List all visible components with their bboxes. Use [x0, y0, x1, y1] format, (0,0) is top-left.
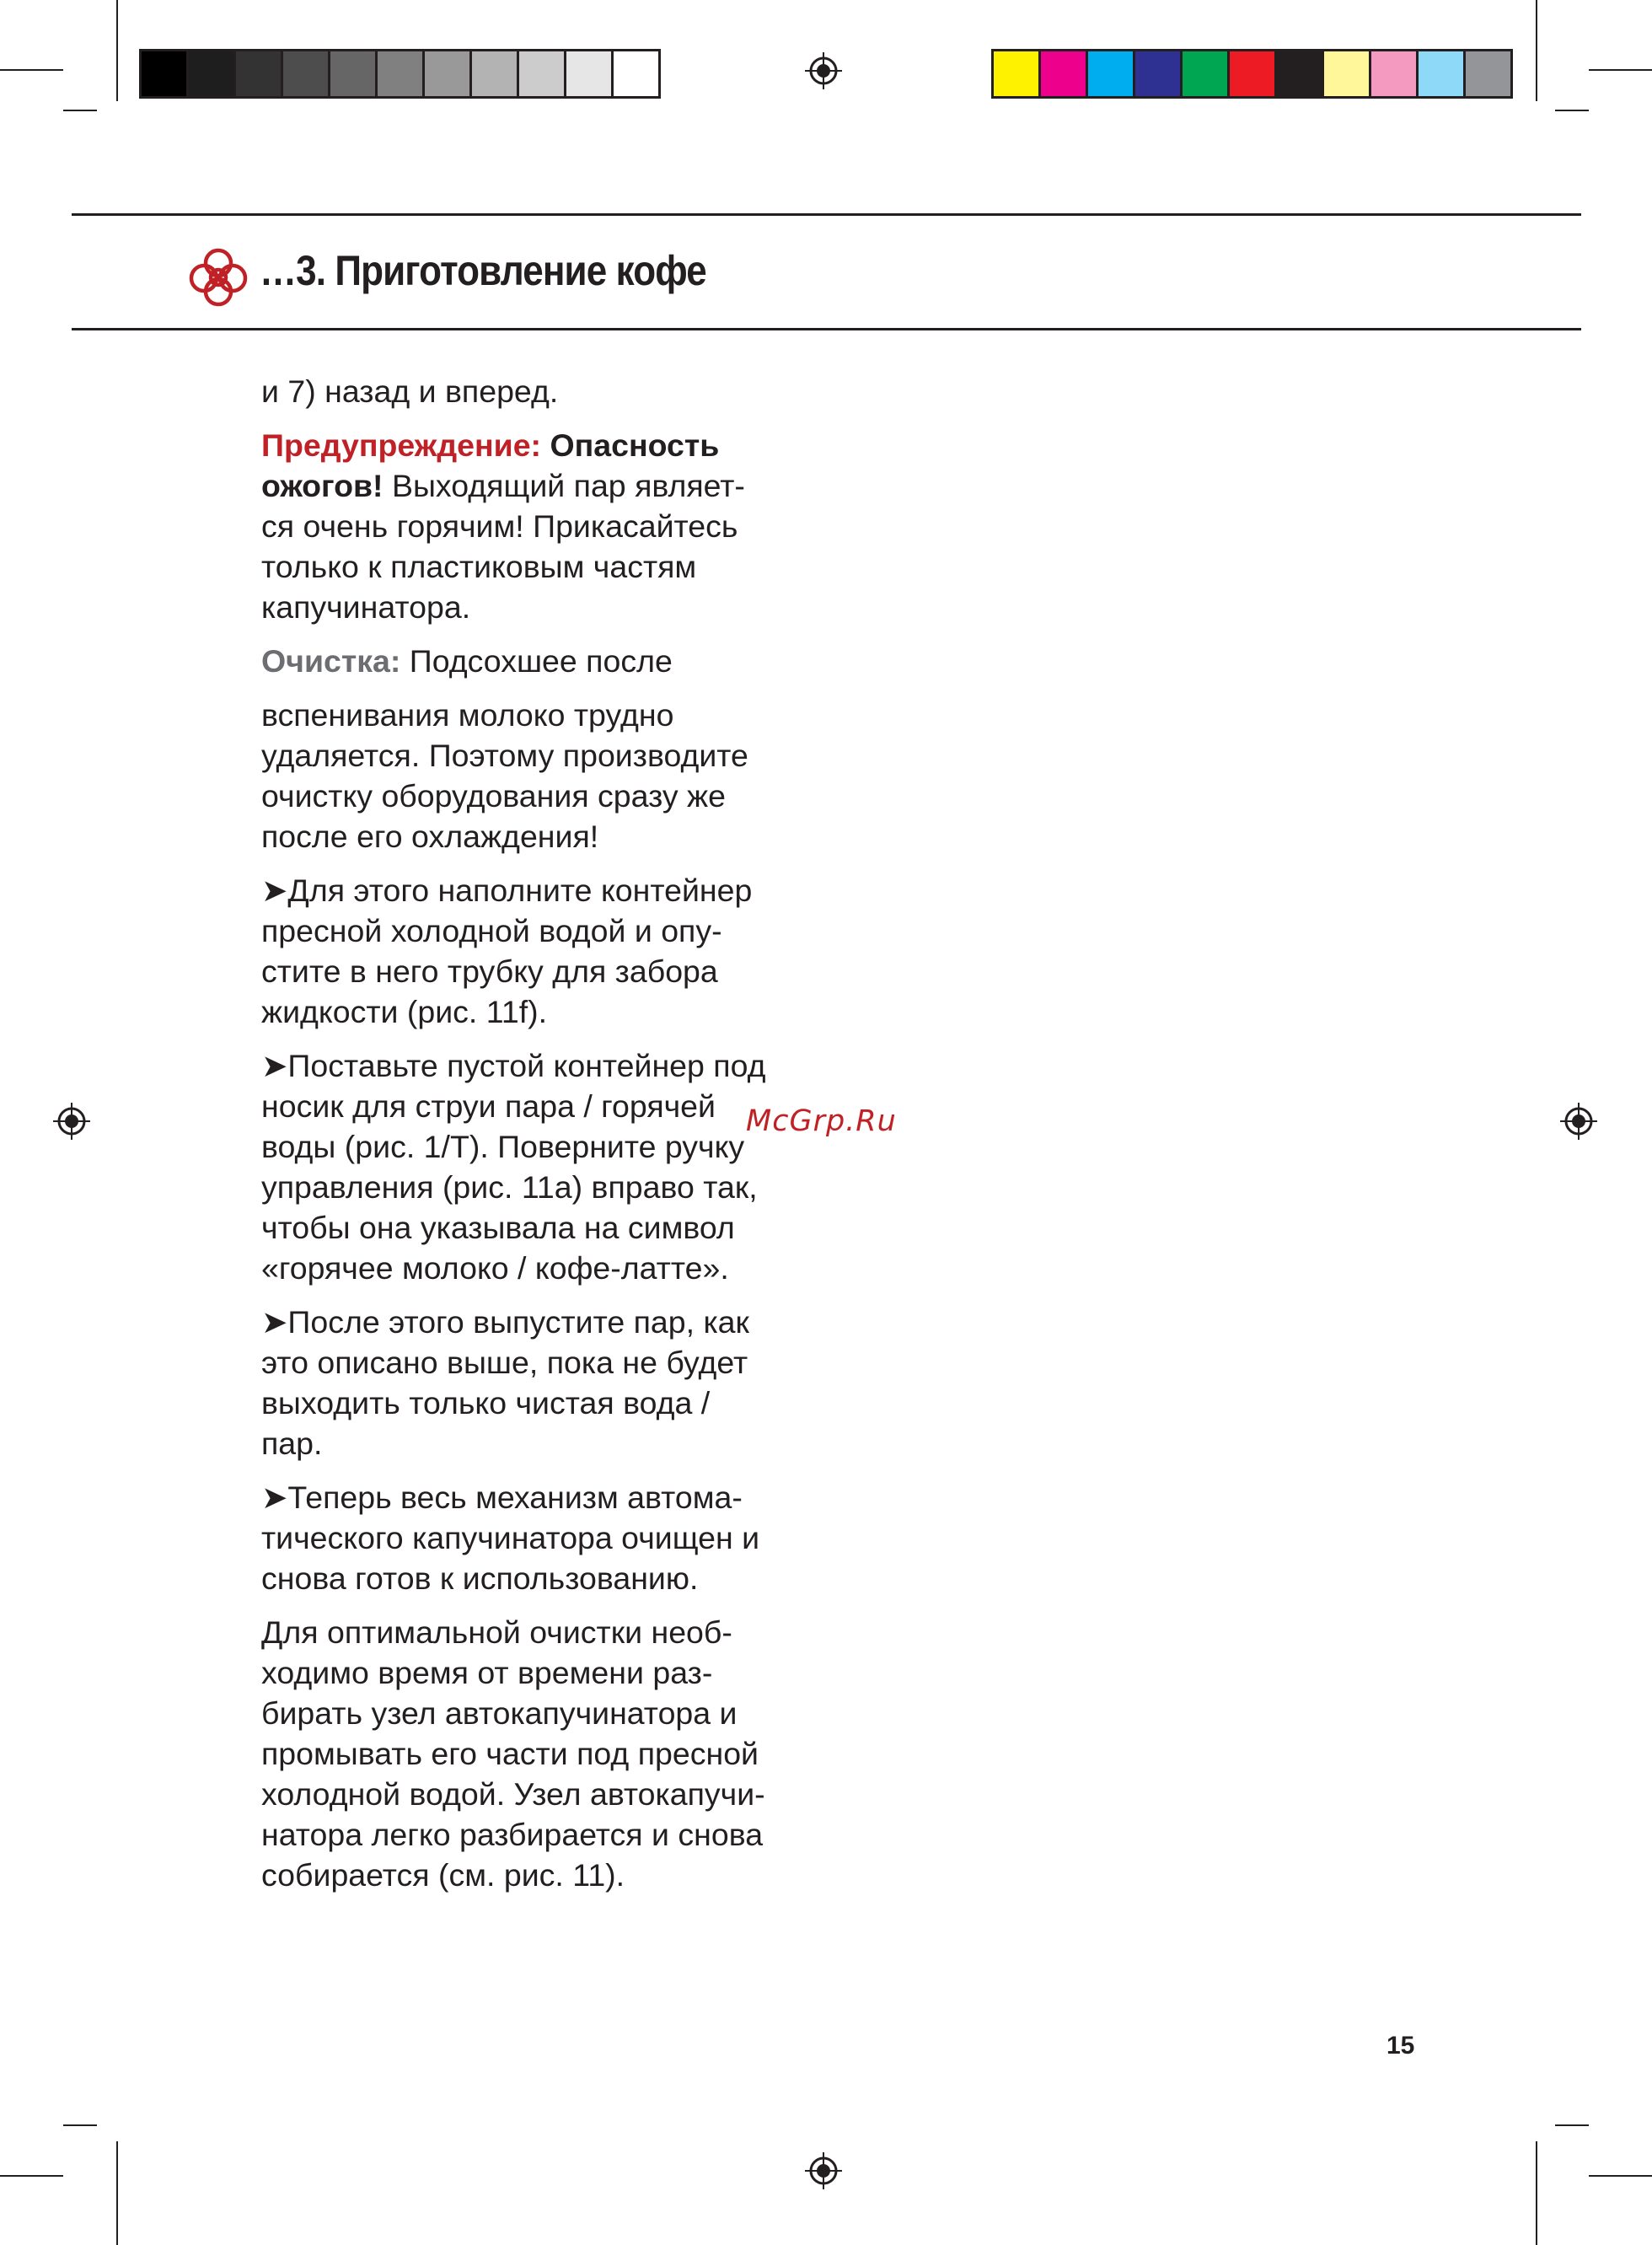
text-line: это описано выше, пока не будет [261, 1345, 748, 1380]
text-line: снова готов к использованию. [261, 1560, 699, 1596]
color-swatch [1419, 51, 1466, 96]
warning-paragraph [261, 425, 834, 627]
gray-swatch [519, 51, 566, 96]
text-line: промывать его части под пресной [261, 1736, 759, 1771]
gray-swatch [614, 51, 658, 96]
gray-swatch [566, 51, 614, 96]
text-line: удаляется. Поэтому производите [261, 738, 748, 773]
registration-mark-icon [805, 2152, 842, 2189]
gray-swatch [283, 51, 330, 96]
crop-mark [63, 2124, 97, 2126]
arrow-bullet-icon: ➤ [261, 873, 288, 908]
text-line: ся очень горячим! Прикасайтесь [261, 508, 738, 544]
step-4 [261, 1477, 834, 1598]
text-line: пар. [261, 1426, 323, 1461]
text-line: только к пластиковым частям [261, 549, 697, 584]
crop-mark [1589, 69, 1652, 71]
crop-mark [116, 0, 118, 101]
arrow-bullet-icon: ➤ [261, 1048, 288, 1083]
color-swatch [1183, 51, 1230, 96]
warning-bold-2: ожогов! [261, 468, 384, 503]
cleaning-text: Подсохшее после [400, 643, 673, 679]
gray-swatch [236, 51, 283, 96]
text-line: чтобы она указывала на символ [261, 1210, 735, 1245]
text-line: натора легко разбирается и снова [261, 1817, 764, 1852]
crop-mark [1536, 2141, 1537, 2245]
registration-mark-icon [1560, 1103, 1597, 1140]
flower-rings-icon [185, 244, 251, 310]
grayscale-color-bar [139, 49, 661, 99]
step-1 [261, 870, 834, 1032]
crop-mark [1589, 2175, 1652, 2177]
gray-swatch [425, 51, 472, 96]
color-swatch [1088, 51, 1135, 96]
step-3 [261, 1302, 834, 1464]
gray-swatch [142, 51, 189, 96]
text-line: стите в него трубку для забора [261, 953, 718, 989]
text-line: бирать узел автокапучинатора и [261, 1695, 738, 1731]
text-line: управления (рис. 11a) вправо так, [261, 1169, 758, 1205]
arrow-bullet-icon: ➤ [261, 1480, 288, 1515]
crop-mark [1536, 0, 1537, 101]
watermark: McGrp.Ru [746, 1104, 897, 1138]
color-swatch [1324, 51, 1371, 96]
text-line: капучинатора. [261, 589, 471, 625]
text-line: Поставьте пустой контейнер под [287, 1048, 766, 1083]
page-number: 15 [1386, 2032, 1415, 2060]
color-swatch [1041, 51, 1088, 96]
text-line: носик для струи пара / горячей [261, 1088, 716, 1124]
gray-swatch [189, 51, 236, 96]
warning-label: Предупреждение: [261, 427, 542, 463]
color-swatch [1466, 51, 1510, 96]
text-line: пресной холодной водой и опу- [261, 913, 722, 948]
gray-swatch [472, 51, 519, 96]
gray-swatch [330, 51, 378, 96]
text-line: Теперь весь механизм автома- [287, 1480, 743, 1515]
arrow-bullet-icon: ➤ [261, 1304, 288, 1340]
text-line: жидкости (рис. 11f). [261, 994, 548, 1029]
text-line: очистку оборудования сразу же [261, 778, 726, 814]
warning-text: Выходящий пар являет- [383, 468, 745, 503]
warning-bold-1: Опасность [550, 427, 720, 463]
header-bottom-rule [72, 328, 1581, 330]
cleaning-heading-line [261, 641, 834, 681]
color-swatch [994, 51, 1041, 96]
color-swatch [1371, 51, 1419, 96]
text-line: Для этого наполните контейнер [287, 873, 753, 908]
text-line: тического капучинатора очищен и [261, 1520, 760, 1555]
cleaning-label: Очистка: [261, 643, 401, 679]
crop-mark [1555, 110, 1589, 111]
section-title: …3. Приготовление кофе [260, 247, 706, 294]
text-line: После этого выпустите пар, как [287, 1304, 749, 1340]
text-line: вспенивания молоко трудно [261, 697, 674, 733]
process-color-bar [991, 49, 1513, 99]
text-line: воды (рис. 1/T). Поверните ручку [261, 1129, 745, 1164]
step-2 [261, 1045, 834, 1288]
crop-mark [1555, 2124, 1589, 2126]
text-line: холодной водой. Узел автокапучи- [261, 1776, 765, 1812]
crop-mark [0, 69, 63, 71]
text-line: после его охлаждения! [261, 819, 599, 854]
header-top-rule [72, 213, 1581, 216]
color-swatch [1230, 51, 1277, 96]
body-column [261, 371, 834, 1909]
crop-mark [116, 2141, 118, 2245]
registration-mark-icon [805, 52, 842, 89]
intro-line: и 7) назад и вперед. [261, 373, 559, 409]
crop-mark [0, 2175, 63, 2177]
text-line: «горячее молоко / кофе-латте». [261, 1250, 729, 1286]
color-swatch [1277, 51, 1324, 96]
cleaning-paragraph [261, 695, 834, 857]
text-line: ходимо время от времени раз- [261, 1655, 713, 1690]
text-line: собирается (см. рис. 11). [261, 1857, 625, 1893]
crop-mark [63, 110, 97, 111]
text-line: выходить только чистая вода / [261, 1385, 711, 1421]
color-swatch [1135, 51, 1183, 96]
final-paragraph [261, 1612, 834, 1895]
gray-swatch [378, 51, 425, 96]
text-line: Для оптимальной очистки необ- [261, 1614, 732, 1650]
registration-mark-icon [53, 1103, 90, 1140]
